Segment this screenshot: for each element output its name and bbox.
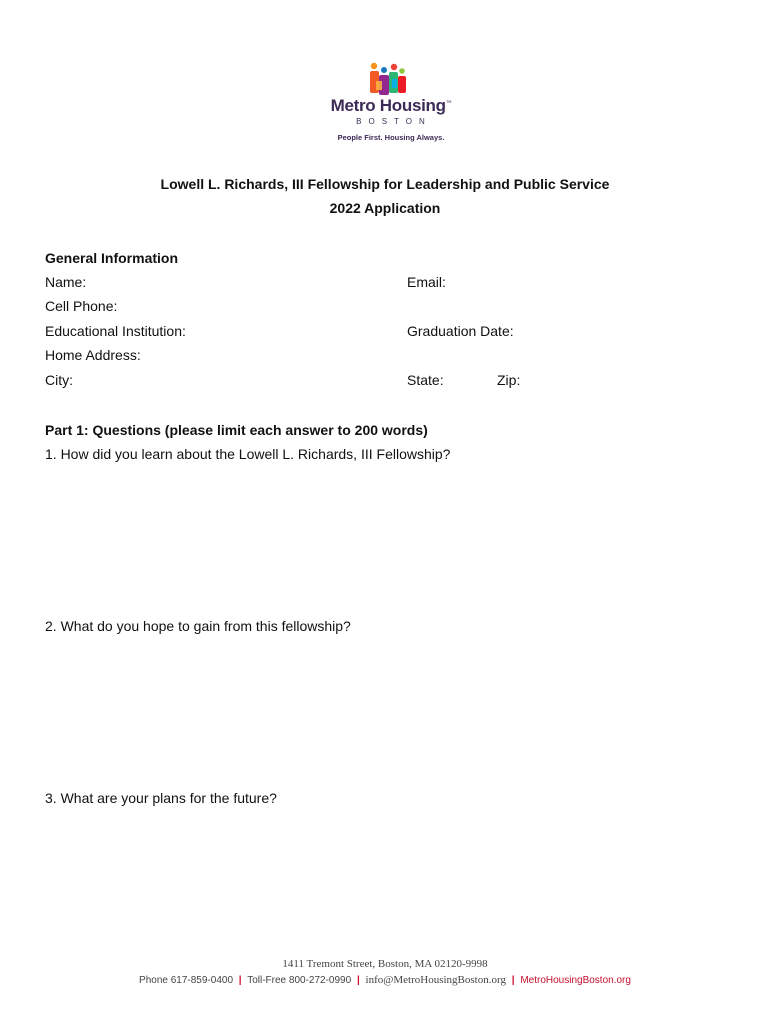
document-title: Lowell L. Richards, III Fellowship for Leadership and Public Service: [160, 176, 610, 192]
footer-tollfree: Toll-Free 800-272-0990: [247, 975, 352, 986]
zip-label: Zip:: [497, 372, 521, 388]
state-label: State:: [407, 372, 444, 388]
footer-contact: [0, 974, 770, 986]
document-subtitle: 2022 Application: [329, 200, 441, 216]
question-3: 3. What are your plans for the future?: [45, 790, 277, 806]
logo-wordmark: Metro Housing™: [330, 96, 452, 115]
footer-email: info@MetroHousingBoston.org: [365, 974, 506, 986]
cell-phone-label: Cell Phone:: [45, 298, 118, 314]
graduation-date-label: Graduation Date:: [407, 323, 514, 339]
logo-tagline: People First. Housing Always.: [337, 133, 445, 142]
question-2: 2. What do you hope to gain from this fellowship?: [45, 618, 351, 634]
footer-separator: |: [356, 975, 360, 986]
metro-housing-logo: [326, 62, 456, 144]
footer-address: 1411 Tremont Street, Boston, MA 02120-9998: [282, 958, 488, 970]
institution-label: Educational Institution:: [45, 323, 186, 339]
general-info-heading: General Information: [45, 250, 179, 266]
footer-separator: |: [238, 975, 242, 986]
home-address-label: Home Address:: [45, 347, 141, 363]
email-label: Email:: [407, 274, 446, 290]
footer-phone: Phone 617-859-0400: [139, 975, 234, 986]
question-1: 1. How did you learn about the Lowell L. Richards, III Fellowship?: [45, 446, 451, 462]
name-label: Name:: [45, 274, 87, 290]
footer-separator: |: [511, 975, 515, 986]
people-figures-icon: [368, 62, 408, 98]
part1-heading: Part 1: Questions (please limit each answer to 200 words): [45, 422, 428, 438]
footer-website-link[interactable]: MetroHousingBoston.org: [520, 975, 631, 986]
city-label: City:: [45, 372, 73, 388]
logo-city: BOSTON: [356, 117, 432, 126]
